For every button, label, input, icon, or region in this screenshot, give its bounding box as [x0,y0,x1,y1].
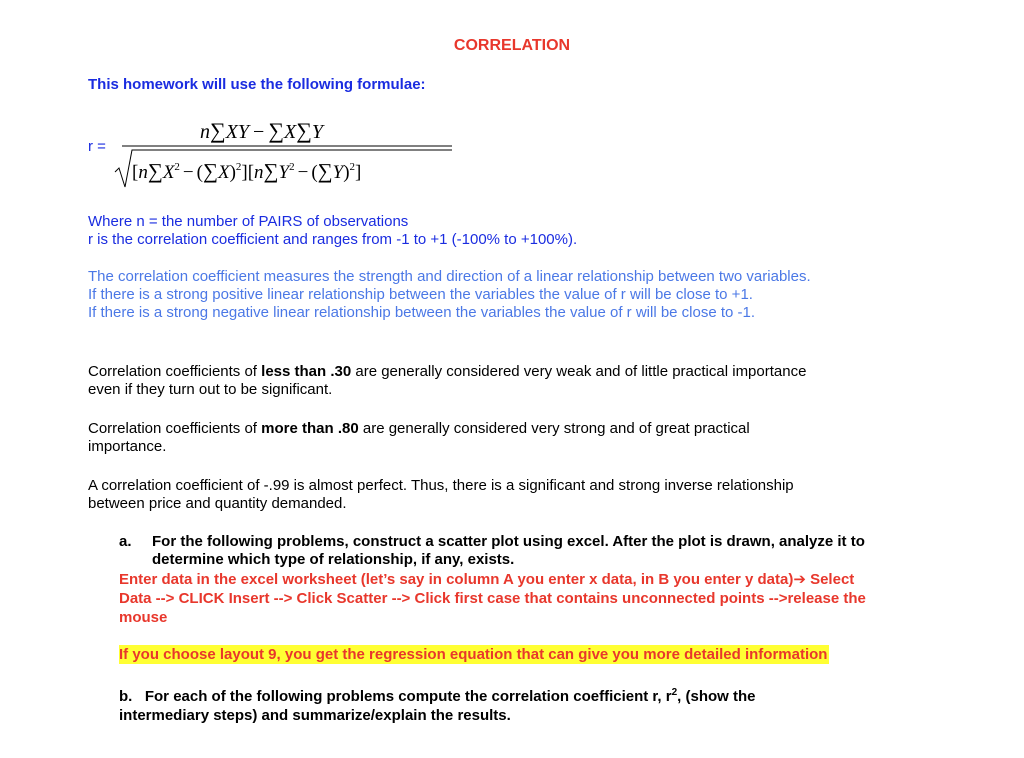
correlation-formula [112,110,462,192]
task-a: a. For the following problems, construct a scatter plot using excel. After the plot is drawn, analyze it to determine which type of relationship, if any, exists. [119,533,865,568]
excel-instructions: Enter data in the excel worksheet (let’s say in column A you enter x data, in B you enter y data)➔ Select Data --> CLICK Insert --> Click Scatter --> Click first case that contains unconnected points -->release the mouse [119,571,866,626]
definition-r: r is the correlation coefficient and ranges from -1 to +1 (-100% to +100%). [88,231,578,248]
weak-correlation-paragraph: Correlation coefficients of less than .30 are generally considered very weak and of little practical importance even if they turn out to be significant. [88,363,807,398]
definition-n: Where n = the number of PAIRS of observations [88,213,409,230]
page-title: CORRELATION [453,37,571,54]
task-a-label: a. [119,533,132,550]
task-b: b. For each of the following problems compute the correlation coefficient r, $r^2$, (show the intermediary steps) and summarize/explain the results. [119,687,756,724]
strong-correlation-paragraph: Correlation coefficients of more than .80 are generally considered very strong and of great practical importance. [88,420,750,455]
explanation-line-3: If there is a strong negative linear relationship between the variables the value of r will be close to -1. [88,304,756,321]
formula-denominator: $[n\sum X^2 - (\sum X)^2][n\sum Y^2 - (\sum Y)^2]$ [132,159,362,183]
explanation [88,268,811,322]
weak-threshold: less than .30 [261,363,352,380]
definitions [88,213,577,249]
explanation-line-1: The correlation coefficient measures the strength and direction of a linear relationship between two variables. [88,268,811,285]
formula-r-label: r = [88,138,106,155]
formula-numerator: n∑XY − ∑X∑Y [200,118,324,143]
intro-heading: This homework will use the following formulae: [88,76,426,93]
strong-threshold: more than .80 [261,420,359,437]
almost-perfect-paragraph: A correlation coefficient of -.99 is almost perfect. Thus, there is a significant and strong inverse relationship between price and quantity demanded. [88,477,794,512]
explanation-line-2: If there is a strong positive linear relationship between the variables the value of r will be close to +1. [88,286,753,303]
task-b-label: b. [119,688,133,705]
layout-9-highlight: If you choose layout 9, you get the regression equation that can give you more detailed information [119,646,828,663]
